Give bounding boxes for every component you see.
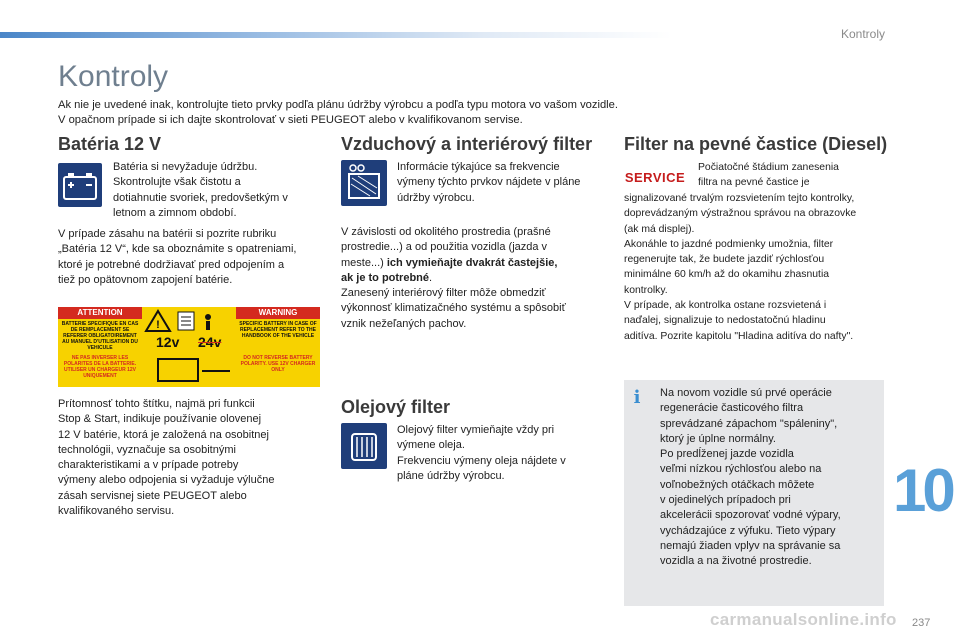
text-line: v ojedinelých prípadoch pri — [660, 494, 791, 507]
text-line: Batéria si nevyžaduje údržbu. — [113, 161, 258, 173]
svg-text:!: ! — [156, 319, 160, 331]
text-line: regenerujte tak, že budete jazdiť rýchlosťou — [624, 254, 825, 266]
text-line: ktorý je úplne normálny. — [660, 432, 776, 445]
battery-paragraph-1 — [58, 227, 296, 288]
battery-warning-label — [58, 307, 320, 387]
text-line: regenerácie časticového filtra — [660, 402, 804, 415]
text-line: veľmi nízkou rýchlosťou alebo na — [660, 463, 822, 476]
text-line: aditíva. Pozrite kapitolu "Hladina aditíva do nafty". — [624, 330, 854, 342]
text-line: Na novom vozidle sú prvé operácie — [660, 387, 832, 399]
text-line: Frekvenciu výmeny oleja nájdete v — [397, 454, 566, 467]
label-left-red-text: NE PAS INVERSER LES POLARITES DE LA BATTERIE. UTILISER UN CHARGEUR 12V UNIQUEMENT — [63, 355, 137, 379]
text-line: vznik nežeľaných pachov. — [341, 317, 467, 330]
text-line: technológii, vyznačuje sa osobitnými — [58, 443, 236, 456]
text-line: zásah servisnej siete PEUGEOT alebo — [58, 489, 247, 502]
text-line: Stop & Start, indikuje používanie olovenej — [58, 413, 262, 426]
oil-filter-icon-text — [397, 423, 566, 484]
text-line: výmeny alebo odpojenia si vyžaduje výlučne — [58, 474, 275, 487]
text-line: výmene oleja. — [397, 439, 465, 452]
oil-filter-icon — [341, 423, 387, 469]
text-line: charakteristikami a v prípade potreby — [58, 459, 239, 472]
bold-text: ich vymieňajte dvakrát častejšie, — [386, 256, 558, 269]
battery-paragraph-2 — [58, 397, 274, 519]
text-line: V prípade zásahu na batérii si pozrite rubriku — [58, 228, 277, 240]
text-span: meste...) — [341, 256, 387, 269]
page-title: Kontroly — [58, 60, 169, 93]
page-number: 237 — [912, 617, 931, 629]
text-line: voľnobežných otáčkach môžete — [660, 478, 815, 491]
text-line: nemajú žiaden vplyv na správanie sa — [660, 539, 841, 552]
text-line: kvalifikovaného servisu. — [58, 505, 175, 518]
text-line: Skontrolujte však čistotu a — [113, 176, 241, 189]
text-line: výkonnosť klimatizačného systému a spôsobiť — [341, 302, 566, 315]
battery-icon-text — [113, 160, 288, 221]
air-filter-icon — [341, 160, 387, 206]
text-line: sprevádzané zápachom "spáleniny", — [660, 417, 838, 430]
text-line: vychádzajúce z výfuku. Tieto výpary — [660, 524, 836, 537]
text-line: Prítomnosť tohto štítku, najmä pri funkcii — [58, 398, 255, 410]
text-line: (ak má displej). — [624, 223, 695, 235]
header-section-title: Kontroly — [840, 27, 885, 41]
text-line: dotiahnutie svoriek, predovšetkým v — [113, 191, 288, 204]
text-line: kontrolky. — [624, 284, 668, 296]
battery-heading: Batéria 12 V — [58, 134, 162, 154]
text-line: tiež po opätovnom zapojení batérie. — [58, 273, 233, 286]
header-gradient-bar — [0, 32, 960, 38]
text-line: Počiatočné štádium zanesenia — [698, 162, 839, 173]
text-line: V závislosti od okolitého prostredia (prašné — [341, 226, 551, 238]
text-line: Po predĺženej jazde vozidla — [660, 448, 794, 461]
info-box-text — [660, 386, 841, 570]
label-12v: 12v — [156, 334, 180, 350]
service-warning-icon: SERVICE — [624, 170, 686, 185]
text-line: signalizované trvalým rozsvietením tejto kontrolky, — [624, 193, 855, 204]
bold-text: ak je to potrebné — [341, 271, 430, 284]
text-line: V prípade, ak kontrolka ostane rozsvietená i — [624, 300, 827, 312]
label-warning-title: WARNING — [236, 307, 320, 319]
text-line: „Batéria 12 V“, kde sa oboznámite s opatreniami, — [58, 243, 297, 256]
text-line: výmeny týchto prvkov nájdete v pláne — [397, 176, 581, 189]
text-line: filtra na pevné častice je — [698, 177, 810, 189]
text-line: prostredie...) a od použitia vozidla (jazda v — [341, 241, 548, 254]
text-line: údržby výrobcu. — [397, 191, 475, 204]
label-24v: 24v — [198, 334, 222, 350]
intro-line: Ak nie je uvedené inak, kontrolujte tieto prvky podľa plánu údržby výrobcu a podľa typu motora vo vašom vozidle. — [58, 99, 618, 111]
label-attention-title: ATTENTION — [58, 307, 142, 319]
text-line: ktoré je potrebné dodržiavať pred odpojením a — [58, 258, 285, 271]
dpf-paragraph — [624, 191, 856, 344]
text-line: pláne údržby výrobcu. — [397, 469, 505, 482]
air-filter-icon-text — [397, 160, 580, 206]
oil-filter-heading: Olejový filter — [341, 397, 451, 417]
text-line — [341, 271, 566, 286]
text-line: vozidla a na životné prostredie. — [660, 555, 812, 568]
text-line: Zanesený interiérový filter môže obmedziť — [341, 287, 546, 300]
label-right-red-text: DO NOT REVERSE BATTERY POLARITY. USE 12V CHARGER ONLY — [240, 355, 316, 373]
battery-icon — [58, 163, 102, 207]
text-line: Olejový filter vymieňajte vždy pri — [397, 424, 555, 436]
air-filter-heading: Vzduchový a interiérový filter — [341, 134, 593, 154]
label-left-black-text: BATTERIE SPECIFIQUE EN CAS DE REMPLACEMENT SE REFERER OBLIGATOIREMENT AU MANUEL D'UTILISATION DU VEHICULE — [61, 321, 139, 351]
label-right-black-text: SPECIFIC BATTERY IN CASE OF REPLACEMENT REFER TO THE HANDBOOK OF THE VEHICLE — [239, 321, 317, 339]
text-line: minimálne 60 km/h až do okamihu zhasnutia — [624, 269, 830, 281]
text-line — [341, 256, 566, 271]
text-line: Informácie týkajúce sa frekvencie — [397, 161, 560, 173]
dpf-text-right-of-icon — [698, 160, 839, 191]
dpf-heading: Filter na pevné častice (Diesel) — [624, 134, 888, 154]
text-line: 12 V batérie, ktorá je založená na osobitnej — [58, 428, 269, 441]
text-span: . — [429, 271, 433, 284]
text-line: Akonáhle to jazdné podmienky umožnia, filter — [624, 238, 834, 250]
text-line: letnom a zimnom období. — [113, 206, 237, 219]
chapter-number: 10 — [893, 457, 952, 524]
watermark: carmanualsonline.info — [710, 610, 897, 629]
text-line: akcelerácii spozorovať vodné výpary, — [660, 509, 841, 522]
intro-line: V opačnom prípade si ich dajte skontrolovať v sieti PEUGEOT alebo v kvalifikovanom servise. — [58, 114, 523, 126]
air-filter-paragraph — [341, 225, 566, 332]
text-line: doprevádzaným výstražnou správou na obrazovke — [624, 208, 857, 220]
text-line: naďalej, signalizuje to nedostatočnú hladinu — [624, 315, 826, 327]
info-icon: i — [633, 387, 641, 408]
intro-text — [58, 98, 878, 128]
